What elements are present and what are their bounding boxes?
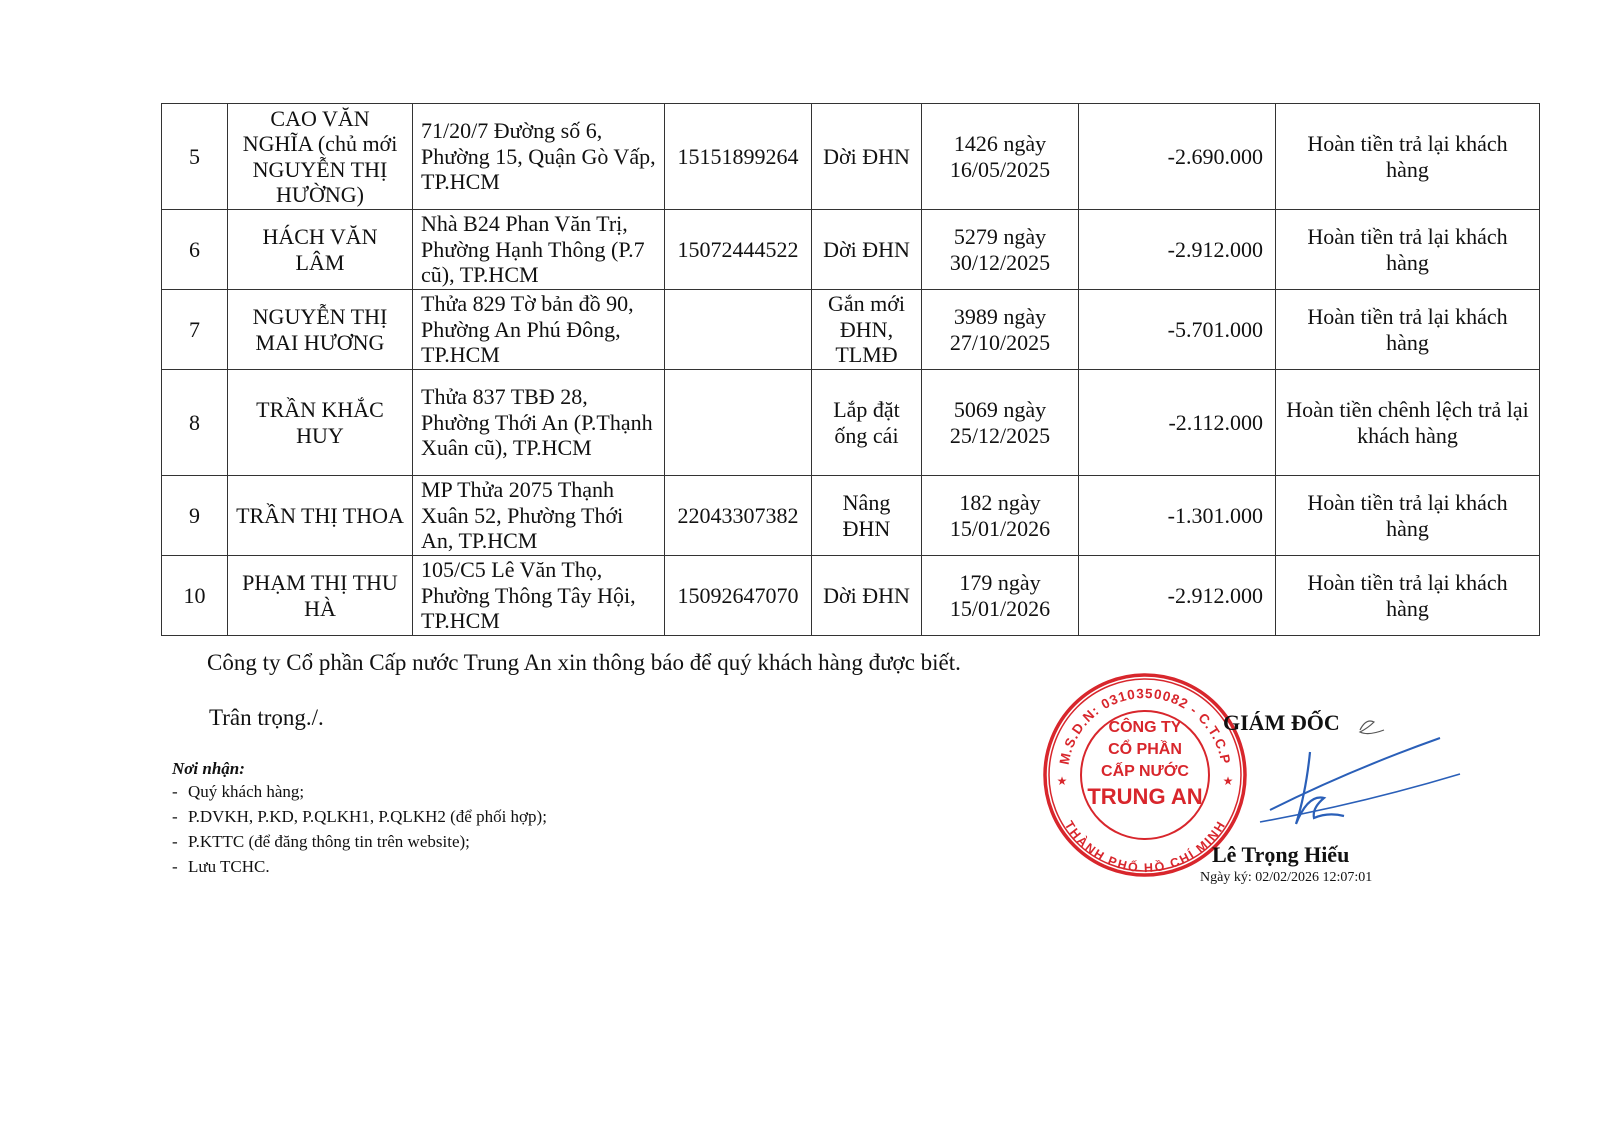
closing-notice: Công ty Cổ phần Cấp nước Trung An xin thông báo để quý khách hàng được biết. xyxy=(207,650,961,675)
row-work-type: Dời ĐHN xyxy=(812,104,922,210)
table-row xyxy=(162,290,1540,370)
row-work-type: Gắn mới ĐHN, TLMĐ xyxy=(812,290,922,370)
row-stt: 10 xyxy=(162,556,228,636)
row-account-number: 15092647070 xyxy=(665,556,812,636)
seal-line1: CÔNG TY xyxy=(1108,719,1182,736)
row-note: Hoàn tiền trả lại khách hàng xyxy=(1276,476,1540,556)
recipient-label: P.KTTC (để đăng thông tin trên website); xyxy=(188,832,470,851)
row-address: Thửa 829 Tờ bản đồ 90, Phường An Phú Đông, TP.HCM xyxy=(413,290,665,370)
row-decision: 3989 ngày 27/10/2025 xyxy=(922,290,1079,370)
seal-bottom-text: THÀNH PHỐ HỒ CHÍ MINH xyxy=(1061,818,1229,875)
seal-star-icon: ★ xyxy=(1056,774,1068,788)
row-note: Hoàn tiền chênh lệch trả lại khách hàng xyxy=(1276,370,1540,476)
row-customer-name: PHẠM THỊ THU HÀ xyxy=(228,556,413,636)
handwritten-signature xyxy=(1210,690,1470,840)
row-account-number xyxy=(665,370,812,476)
row-note: Hoàn tiền trả lại khách hàng xyxy=(1276,556,1540,636)
row-work-type: Lắp đặt ống cái xyxy=(812,370,922,476)
row-decision: 182 ngày 15/01/2026 xyxy=(922,476,1079,556)
recipients-list xyxy=(172,779,547,879)
row-account-number: 15072444522 xyxy=(665,210,812,290)
recipient-item: - P.DVKH, P.KD, P.QLKH1, P.QLKH2 (để phối hợp); xyxy=(172,807,547,826)
row-decision: 5069 ngày 25/12/2025 xyxy=(922,370,1079,476)
row-customer-name: CAO VĂN NGHĨA (chủ mới NGUYỄN THỊ HƯỜNG) xyxy=(228,104,413,210)
row-amount: -2.112.000 xyxy=(1079,370,1276,476)
recipients-title: Nơi nhận: xyxy=(172,759,245,778)
row-customer-name: TRẦN THỊ THOA xyxy=(228,476,413,556)
row-address: Thửa 837 TBĐ 28, Phường Thới An (P.Thạnh Xuân cũ), TP.HCM xyxy=(413,370,665,476)
row-work-type: Nâng ĐHN xyxy=(812,476,922,556)
row-customer-name: HÁCH VĂN LÂM xyxy=(228,210,413,290)
row-decision: 179 ngày 15/01/2026 xyxy=(922,556,1079,636)
row-stt: 6 xyxy=(162,210,228,290)
recipient-label: Lưu TCHC. xyxy=(188,857,270,876)
row-decision: 5279 ngày 30/12/2025 xyxy=(922,210,1079,290)
table-row xyxy=(162,476,1540,556)
svg-text:THÀNH PHỐ HỒ CHÍ MINH xyxy=(1062,818,1228,875)
table-row xyxy=(162,556,1540,636)
row-note: Hoàn tiền trả lại khách hàng xyxy=(1276,210,1540,290)
row-address: 105/C5 Lê Văn Thọ, Phường Thông Tây Hội, TP.HCM xyxy=(413,556,665,636)
row-work-type: Dời ĐHN xyxy=(812,210,922,290)
table-row xyxy=(162,210,1540,290)
row-note: Hoàn tiền trả lại khách hàng xyxy=(1276,104,1540,210)
row-amount: -2.912.000 xyxy=(1079,210,1276,290)
seal-ring-text: M.S.D.N: 0310350082 - C.T.C.P xyxy=(1056,685,1234,766)
regards-text: Trân trọng./. xyxy=(209,705,324,730)
signer-name: Lê Trọng Hiếu xyxy=(1212,842,1350,867)
row-amount: -5.701.000 xyxy=(1079,290,1276,370)
row-stt: 5 xyxy=(162,104,228,210)
row-decision: 1426 ngày 16/05/2025 xyxy=(922,104,1079,210)
recipients-section xyxy=(172,756,547,879)
recipient-item: - Quý khách hàng; xyxy=(172,782,305,801)
row-work-type: Dời ĐHN xyxy=(812,556,922,636)
seal-star-icon: ★ xyxy=(1222,774,1234,788)
row-stt: 8 xyxy=(162,370,228,476)
recipient-label: P.DVKH, P.KD, P.QLKH1, P.QLKH2 (để phối hợp); xyxy=(188,807,547,826)
row-stt: 9 xyxy=(162,476,228,556)
row-account-number: 22043307382 xyxy=(665,476,812,556)
row-address: MP Thửa 2075 Thạnh Xuân 52, Phường Thới An, TP.HCM xyxy=(413,476,665,556)
director-title: GIÁM ĐỐC xyxy=(1223,710,1340,735)
row-stt: 7 xyxy=(162,290,228,370)
seal-line3: CẤP NƯỚC xyxy=(1101,763,1189,780)
row-amount: -1.301.000 xyxy=(1079,476,1276,556)
row-note: Hoàn tiền trả lại khách hàng xyxy=(1276,290,1540,370)
row-address: Nhà B24 Phan Văn Trị, Phường Hạnh Thông (P.7 cũ), TP.HCM xyxy=(413,210,665,290)
signature-block xyxy=(1040,670,1500,900)
table-row xyxy=(162,104,1540,210)
row-amount: -2.912.000 xyxy=(1079,556,1276,636)
table-row xyxy=(162,370,1540,476)
recipient-item: - Lưu TCHC. xyxy=(172,857,270,876)
recipient-item: - P.KTTC (để đăng thông tin trên website); xyxy=(172,832,470,851)
row-amount: -2.690.000 xyxy=(1079,104,1276,210)
sign-date: Ngày ký: 02/02/2026 12:07:01 xyxy=(1200,870,1373,885)
row-customer-name: NGUYỄN THỊ MAI HƯƠNG xyxy=(228,290,413,370)
row-account-number: 15151899264 xyxy=(665,104,812,210)
row-address: 71/20/7 Đường số 6, Phường 15, Quận Gò Vấp, TP.HCM xyxy=(413,104,665,210)
seal-line4: TRUNG AN xyxy=(1087,784,1203,809)
seal-line2: CỔ PHẦN xyxy=(1108,741,1182,758)
recipient-label: Quý khách hàng; xyxy=(188,782,305,801)
row-customer-name: TRẦN KHẮC HUY xyxy=(228,370,413,476)
refund-table xyxy=(161,103,1540,636)
row-account-number xyxy=(665,290,812,370)
